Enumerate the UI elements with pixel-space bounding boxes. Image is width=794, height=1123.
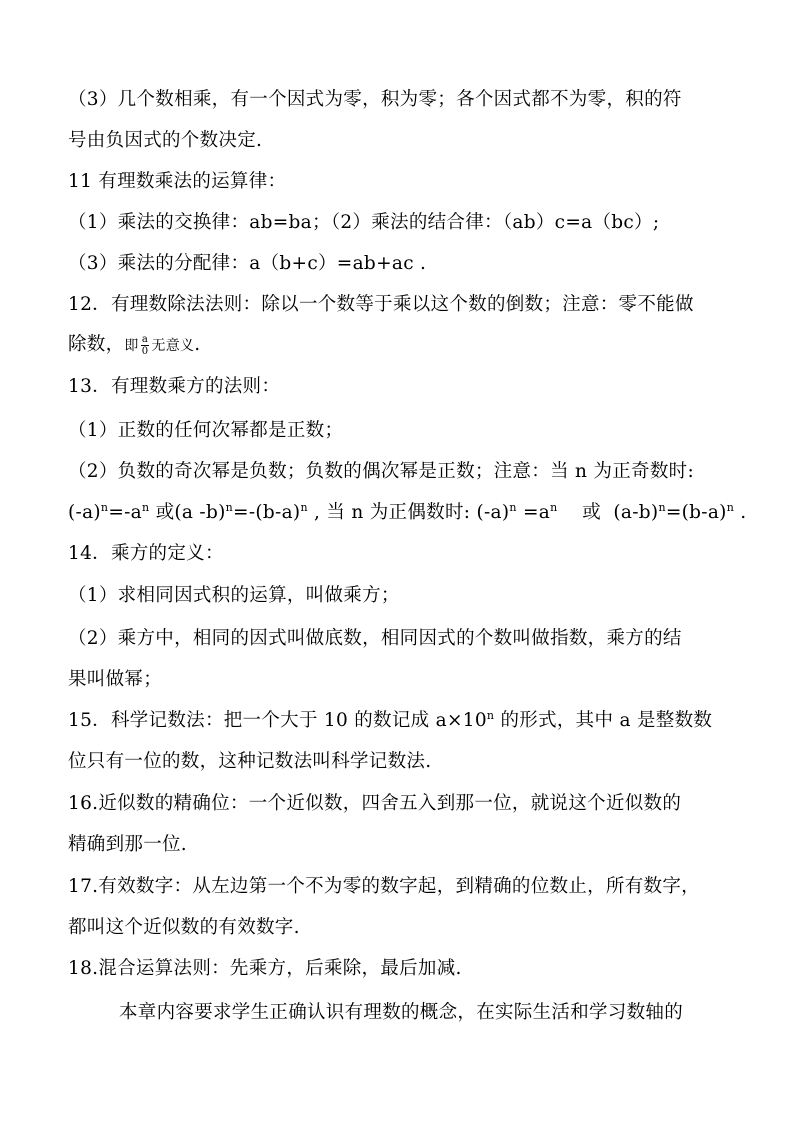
section-heading-11: 11 有理数乘法的运算律： (68, 171, 287, 192)
section-heading-15: 15．科学记数法：把一个大于 10 的数记成 $a\times 10^n$ 的形式，其中 a 是整数数 (68, 709, 713, 731)
section-heading-14: 14．乘方的定义： (68, 543, 224, 564)
text-line: （1）求相同因式积的运算，叫做乘方； (68, 585, 400, 606)
section-heading-17: 17.有效数字：从左边第一个不为零的数字起，到精确的位数止，所有数字， (68, 876, 700, 897)
text-line: 位只有一位的数，这种记数法叫科学记数法. (68, 751, 432, 772)
text-line: （3）乘法的分配律：a（b+c）=ab+ac . (68, 253, 427, 274)
section-heading-12: 12．有理数除法法则：除以一个数等于乘以这个数的倒数；注意：零不能做 (68, 294, 694, 315)
formula-line: $(-a)^n=-a^n$ 或(a $-b)^n=-(b-a)^n$ , 当 n 为正偶数时: $(-a)^n =a^n$ 或 $(a-b)^n=(b-a)^n$ . (68, 501, 747, 523)
section-heading-13: 13．有理数乘方的法则： (68, 376, 281, 397)
section-heading-16: 16.近似数的精确位：一个近似数，四舍五入到那一位，就说这个近似数的 (68, 793, 682, 814)
text-line: （1）正数的任何次幂都是正数； (68, 420, 344, 441)
paragraph-line: 本章内容要求学生正确认识有理数的概念，在实际生活和学习数轴的 (119, 1002, 684, 1023)
text-line-fraction: 除数，即 $\frac{a}{0}$ 无意义. (68, 333, 201, 357)
text-line: （1）乘法的交换律：ab=ba；（2）乘法的结合律：（ab）c=a（bc）; (68, 212, 660, 233)
fraction-a-over-0: $\frac{a}{0}$ (141, 333, 149, 357)
text-line: 果叫做幂； (68, 669, 163, 690)
text-line: 精确到那一位. (68, 834, 187, 855)
section-heading-18: 18.混合运算法则：先乘方，后乘除，最后加减. (68, 958, 462, 979)
text-line: 号由负因式的个数决定. (68, 130, 263, 151)
text-line: （2）乘方中，相同的因式叫做底数，相同因式的个数叫做指数，乘方的结 (68, 628, 682, 649)
text-line: （3）几个数相乘，有一个因式为零，积为零；各个因式都不为零，积的符 (68, 89, 682, 110)
text-line: 都叫这个近似数的有效数字. (68, 917, 300, 938)
text-line: （2）负数的奇次幂是负数；负数的偶次幂是正数；注意：当 n 为正奇数时: (68, 461, 694, 482)
